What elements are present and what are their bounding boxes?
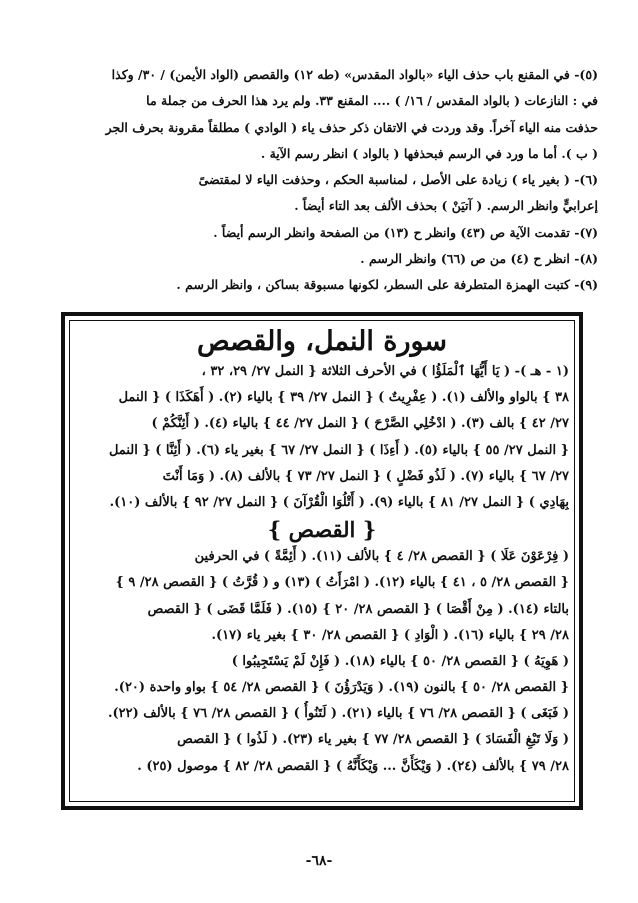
footnote-line: (٩)- كتبت الهمزة المتطرفة على السطر، لكونها مسبوقة بساكن ، وانظر الرسم . [176, 277, 598, 293]
surah-title: سورة النمل، والقصص [196, 326, 448, 357]
footnote-line: (٥)- في المقنع باب حذف الياء «بالواد المقدس» (طه ١٢) والقصص (الواد الأيمن) / ٣٠/ وكذا [111, 67, 598, 82]
footnote-line: (٨)- انظر ح (٤) من ص (٦٦) وانظر الرسم . [360, 251, 598, 267]
qasas-line: بالتاء (١٤). ( مِنْ أَقْصَا ) { القصص ٢٨/ ٢٠ } (١٥). ( فَلَمَّا قَضَى ) { القصص [147, 601, 569, 617]
qasas-line: ( فَبَغَى ) { القصص ٢٨/ ٧٦ } بالياء (٢١). ( لَتَنُوأُ ) { القصص ٢٨/ ٧٦ } بالألف (٢٢). [107, 706, 569, 722]
naml-line: بِهَادِي ) { النمل ٢٧/ ٨١ } بالياء (٩). ( أَتْلُوَا الْقُرْآنَ ) { النمل ٢٧/ ٩٢ } بالألف (١٠). [109, 494, 569, 510]
naml-line: ٢٧/ ٤٢ } بالف (٣). ( ادْخُلِي الصَّرْحَ ) { النمل ٢٧/ ٤٤ } بالياء (٤). ( أَئِنَّكُمْ ) [151, 416, 569, 432]
footnote-line: حذفت منه الياء آخراً. وقد وردت في الاتقان ذكر حذف ياء ( الوادي ) مطلقاً مقرونة بحرف الجر [105, 119, 598, 135]
qasas-title: { القصص } [267, 517, 377, 543]
footnotes-section [50, 62, 598, 299]
surah-box [61, 312, 583, 810]
page-number: -٦٨- [305, 853, 333, 869]
qasas-line: ( فِرْعَوْنَ عَلَا ) { القصص ٢٨/ ٤ } بالألف (١١). ( أَئِمَّةً ) في الحرفين [194, 549, 569, 565]
footnote-line: في : النازعات ( بالواد المقدس / ١٦/ ) .... المقنع ٣٣. ولم يرد هذا الحرف من جملة ما [146, 93, 598, 109]
qasas-line: ٢٨/ ٢٩ } بالياء (١٦). ( الْوَادِ ) { القصص ٢٨/ ٣٠ } بغير ياء (١٧). [211, 627, 569, 643]
footnote-line: (٧)- تقدمت الآية ص (٤٣) وانظر ح (١٣) من الصفحة وانظر الرسم أيضاً . [213, 224, 598, 240]
qasas-line: { القصص ٢٨/ ٥٠ } بالنون (١٩). ( وَيَدْرَؤُنَ ) { القصص ٢٨/ ٥٤ } بواو واحدة (٢٠). [114, 680, 569, 696]
surah-box-content [75, 325, 569, 798]
naml-line: ٢٧/ ٦٧ } بالياء (٧). ( لَذُو فَضْلٍ ) { النمل ٢٧/ ٧٣ } بالألف (٨). ( وَمَا أَنْتَ [162, 468, 569, 484]
qasas-line: { القصص ٢٨/ ٥ ، ٤١ } بالياء (١٢). ( امْرَأَتُ ) (١٣) و ( قُرَّتُ ) { القصص ٢٨/ ٩ } [115, 575, 569, 591]
qasas-line: ( وَلَا تَبْغِ الْفَسَادَ ) { القصص ٢٨/ ٧٧ } بغير ياء (٢٣). ( لَذُوا ) { القصص [177, 732, 569, 748]
naml-line: (١ - هـ )- ( يَا أَيُّهَا ٱلْمَلَؤُا ) في الأحرف الثلاثة { النمل ٢٧/ ٢٩، ٣٢ ، [201, 364, 569, 379]
footnote-line: إعرابيٍّ وانظر الرسم. ( آتيَنْ ) بحذف الألف بعد التاء أيضاً . [294, 198, 598, 214]
qasas-line: ( هَوِيَهُ ) { القصص ٢٨/ ٥٠ } بالياء (١٨). ( فَإِنْ لَمْ يَسْتَجِيبُوا ) [231, 653, 569, 669]
naml-line: ٣٨ } بالواو والألف (١). ( عِفْرِيتٌ ) { النمل ٢٧/ ٣٩ } بالياء (٢). ( أَهَكَذَا ) { النمل [118, 390, 569, 406]
qasas-line: ٢٨/ ٧٩ } بالألف (٢٤). ( وَيْكَأَنَّ ... وَيْكَأَنَّهُ ) { القصص ٢٨/ ٨٢ } موصول (٢٥) . [137, 758, 569, 774]
footnote-line: (٦)- ( بغير ياء ) زيادة على الأصل ، لمناسبة الحكم ، وحذفت الياء لا لمقتضىً [198, 172, 598, 188]
footnote-line: ( ب ). أما ما ورد في الرسم فبحذفها ( بالواد ) انظر رسم الآية . [260, 145, 598, 161]
naml-line: { النمل ٢٧/ ٥٥ } بالياء (٥). ( أَءِذَا ) { النمل ٢٧/ ٦٧ } بغير ياء (٦). ( أَئِنَّا ) { النمل [108, 442, 569, 458]
